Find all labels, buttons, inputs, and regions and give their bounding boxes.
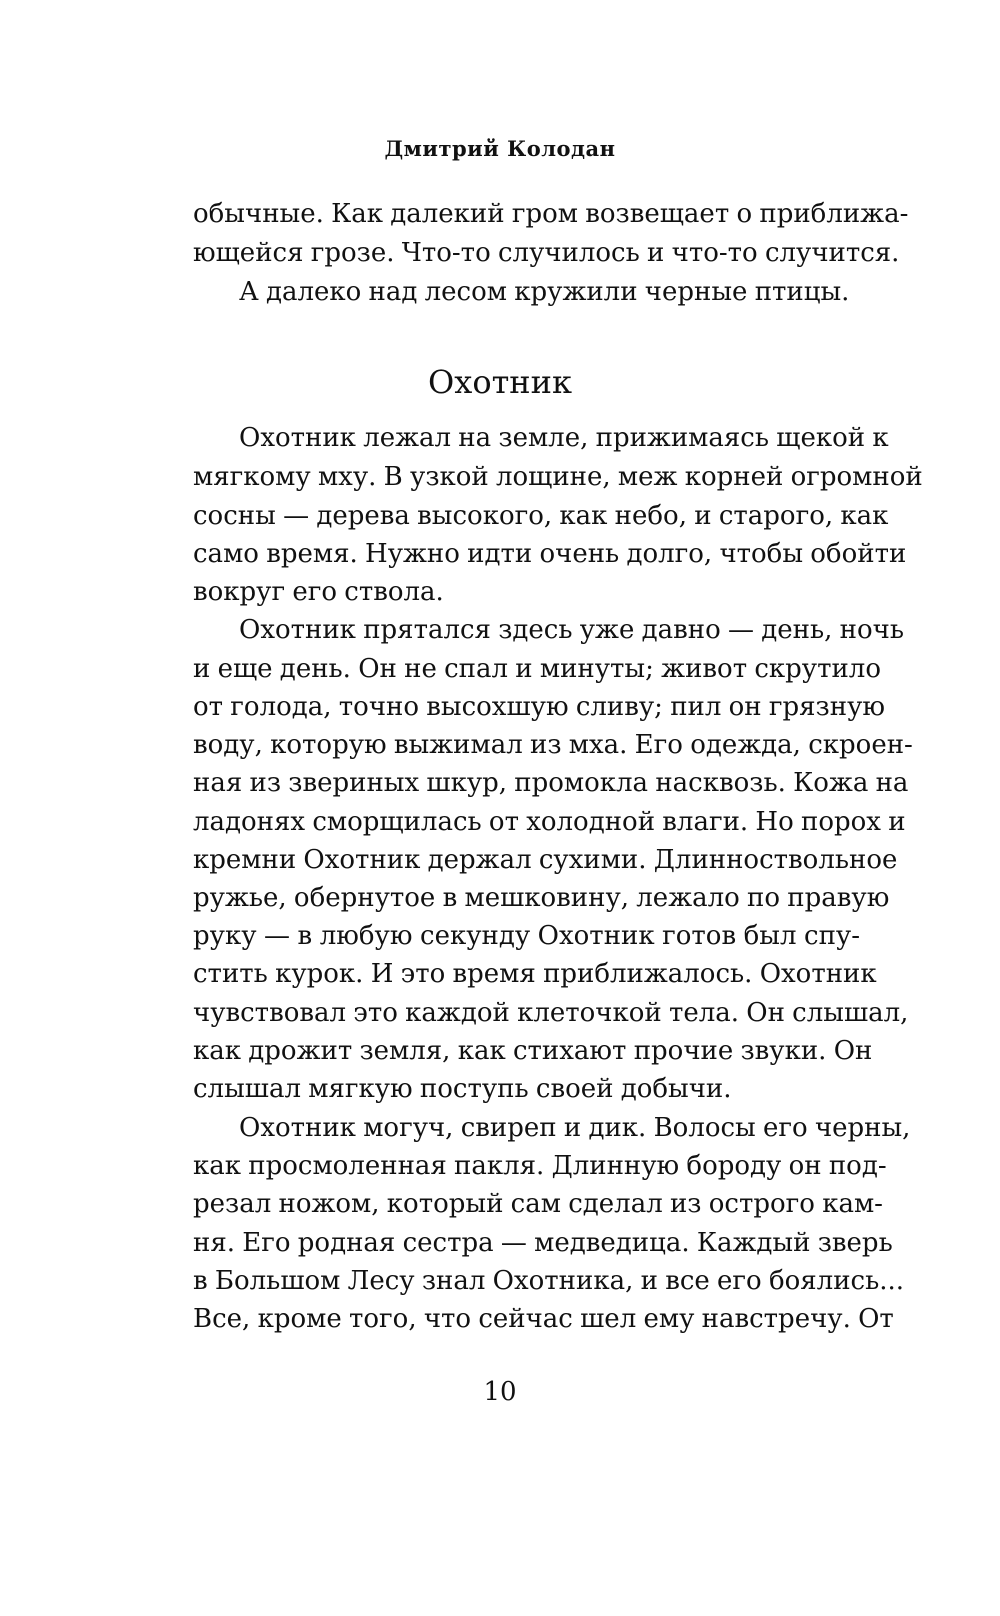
- text-line: резал ножом, который сам сделал из острого кам-: [193, 1189, 883, 1219]
- page-number: 10: [483, 1377, 517, 1407]
- text-line: стить курок. И это время приближалось. Охотник: [193, 959, 877, 989]
- text-line: ная из звериных шкур, промокла насквозь. Кожа на: [193, 768, 909, 798]
- running-head-author: Дмитрий Колодан: [384, 136, 616, 161]
- text-line: мягкому мху. В узкой лощине, меж корней огромной: [193, 462, 923, 492]
- text-line: ня. Его родная сестра — медведица. Каждый зверь: [193, 1228, 893, 1258]
- text-line: сосны — дерева высокого, как небо, и старого, как: [193, 501, 889, 531]
- text-line: как дрожит земля, как стихают прочие звуки. Он: [193, 1036, 873, 1066]
- text-line: вокруг его ствола.: [193, 577, 444, 607]
- text-line: ладонях сморщилась от холодной влаги. Но порох и: [193, 807, 906, 837]
- text-line: Охотник лежал на земле, прижимаясь щекой к: [239, 423, 889, 453]
- text-line: Все, кроме того, что сейчас шел ему навстречу. От: [193, 1304, 894, 1334]
- text-line: слышал мягкую поступь своей добычи.: [193, 1074, 732, 1104]
- text-line: обычные. Как далекий гром возвещает о приближа-: [193, 199, 909, 229]
- text-line: руку — в любую секунду Охотник готов был спу-: [193, 921, 860, 951]
- text-line: Охотник прятался здесь уже давно — день, ночь: [239, 615, 905, 645]
- text-line: в Большом Лесу знал Охотника, и все его боялись...: [193, 1266, 905, 1296]
- text-line: кремни Охотник держал сухими. Длинноствольное: [193, 845, 898, 875]
- text-line: и еще день. Он не спал и минуты; живот скрутило: [193, 654, 881, 684]
- text-line: само время. Нужно идти очень долго, чтобы обойти: [193, 539, 907, 569]
- text-line: ющейся грозе. Что-то случилось и что-то случится.: [193, 238, 900, 268]
- text-line: воду, которую выжимал из мха. Его одежда, скроен-: [193, 730, 913, 760]
- text-line: А далеко над лесом кружили черные птицы.: [239, 277, 850, 307]
- text-line: от голода, точно высохшую сливу; пил он грязную: [193, 692, 886, 722]
- text-line: чувствовал это каждой клеточкой тела. Он слышал,: [193, 998, 909, 1028]
- section-title: Охотник: [428, 363, 572, 401]
- text-line: ружье, обернутое в мешковину, лежало по правую: [193, 883, 890, 913]
- text-line: как просмоленная пакля. Длинную бороду он под-: [193, 1151, 887, 1181]
- text-line: Охотник могуч, свиреп и дик. Волосы его черны,: [239, 1113, 911, 1143]
